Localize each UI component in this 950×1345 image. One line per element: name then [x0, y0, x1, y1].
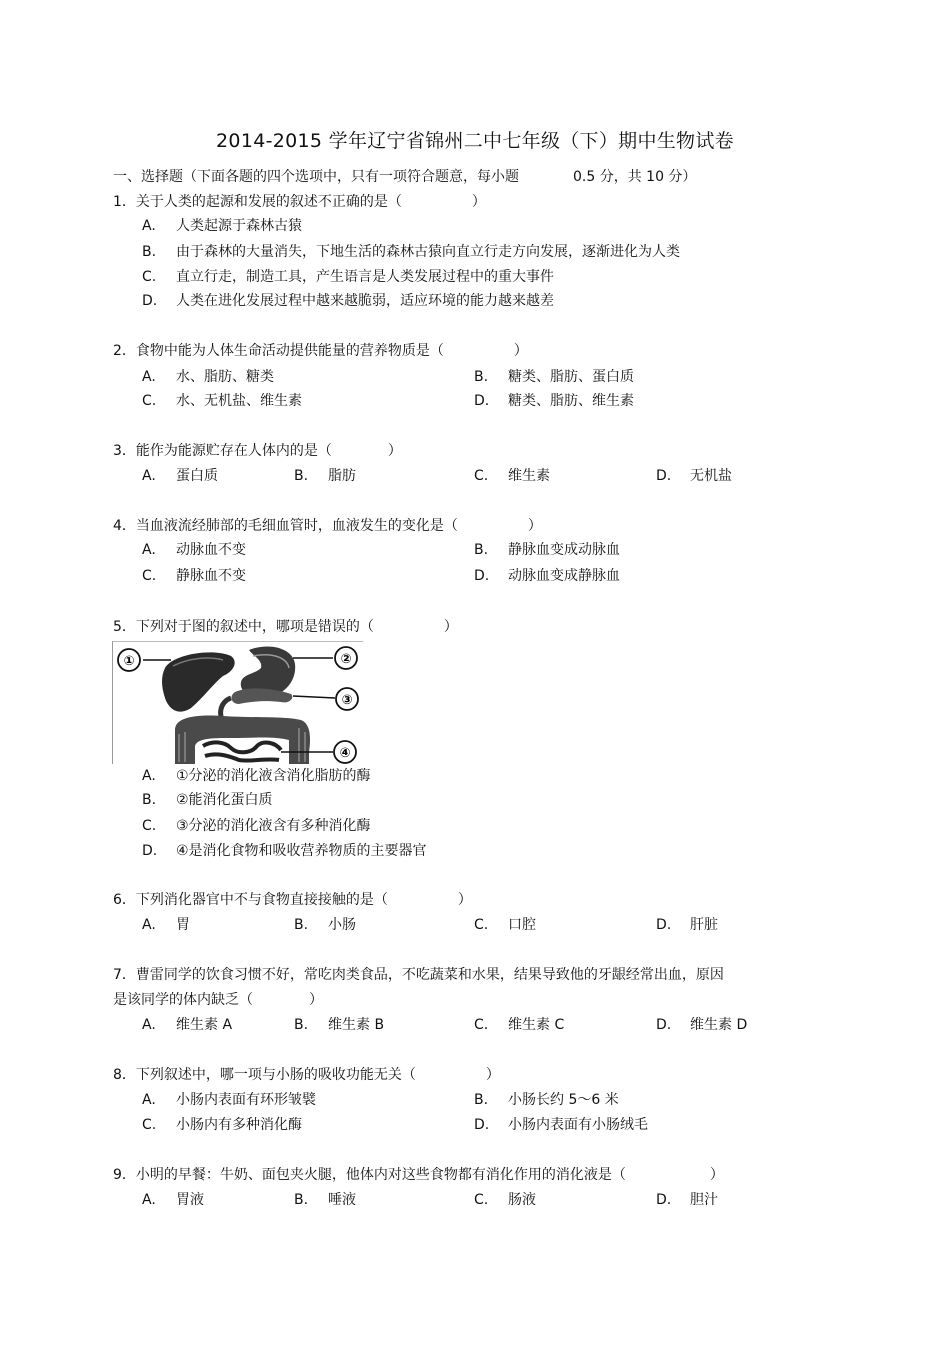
- question-6-option-a: A. 胃: [142, 917, 190, 933]
- question-2-option-b: B. 糖类、脂肪、蛋白质: [474, 369, 634, 385]
- question-1-stem: 1．关于人类的起源和发展的叙述不正确的是（ ）: [113, 194, 486, 210]
- question-8-option-d: D. 小肠内表面有小肠绒毛: [474, 1117, 648, 1133]
- question-4-option-c: C. 静脉血不变: [142, 568, 246, 584]
- figure-label-4: ④: [339, 746, 351, 761]
- question-2-option-a: A. 水、脂肪、糖类: [142, 369, 274, 385]
- question-7-option-d: D. 维生素 D: [656, 1017, 748, 1033]
- question-3-option-a: A. 蛋白质: [142, 468, 218, 484]
- page-title: 2014-2015 学年辽宁省锦州二中七年级（下）期中生物试卷: [216, 130, 734, 152]
- digestive-system-diagram: [113, 642, 363, 764]
- question-4-option-a: A. 动脉血不变: [142, 542, 246, 558]
- question-1-option-a: A. 人类起源于森林古猿: [142, 218, 302, 234]
- question-5-option-c: C. ③分泌的消化液含有多种消化酶: [142, 818, 371, 834]
- question-1-option-d: D. 人类在进化发展过程中越来越脆弱，适应环境的能力越来越差: [142, 293, 554, 309]
- section-heading-score: 0.5 分，共 10 分）: [573, 169, 697, 185]
- question-3-option-d: D. 无机盐: [656, 468, 732, 484]
- question-8-option-b: B. 小肠长约 5～6 米: [474, 1092, 619, 1108]
- question-2-option-d: D. 糖类、脂肪、维生素: [474, 393, 634, 409]
- question-5-option-a: A. ①分泌的消化液含消化脂肪的酶: [142, 768, 371, 784]
- question-9-option-a: A. 胃液: [142, 1192, 204, 1208]
- figure-label-1: ①: [123, 654, 135, 669]
- question-9-option-c: C. 肠液: [474, 1192, 536, 1208]
- digestive-system-figure: [112, 641, 363, 764]
- question-1-option-c: C. 直立行走，制造工具，产生语言是人类发展过程中的重大事件: [142, 269, 554, 285]
- question-6-option-c: C. 口腔: [474, 917, 536, 933]
- question-7-stem: 7．曹雷同学的饮食习惯不好，常吃肉类食品，不吃蔬菜和水果，结果导致他的牙龈经常出血，原因: [113, 967, 724, 983]
- question-5-option-b: B. ②能消化蛋白质: [142, 792, 273, 808]
- question-4-option-d: D. 动脉血变成静脉血: [474, 568, 620, 584]
- question-5-option-d: D. ④是消化食物和吸收营养物质的主要器官: [142, 843, 427, 859]
- question-3-option-b: B. 脂肪: [294, 468, 356, 484]
- question-4-stem: 4．当血液流经肺部的毛细血管时，血液发生的变化是（ ）: [113, 518, 542, 534]
- question-9-stem: 9．小明的早餐：牛奶、面包夹火腿，他体内对这些食物都有消化作用的消化液是（ ）: [113, 1167, 724, 1183]
- question-4-option-b: B. 静脉血变成动脉血: [474, 542, 620, 558]
- question-1-option-b: B. 由于森林的大量消失，下地生活的森林古猿向直立行走方向发展，逐渐进化为人类: [142, 244, 680, 260]
- question-3-stem: 3．能作为能源贮存在人体内的是（ ）: [113, 443, 402, 459]
- question-5-stem: 5．下列对于图的叙述中，哪项是错误的（ ）: [113, 619, 458, 635]
- section-heading-text: 一、选择题（下面各题的四个选项中，只有一项符合题意，每小题: [113, 169, 519, 185]
- section-heading: [113, 168, 696, 186]
- question-2-option-c: C. 水、无机盐、维生素: [142, 393, 302, 409]
- question-7-option-a: A. 维生素 A: [142, 1017, 233, 1033]
- question-7-option-c: C. 维生素 C: [474, 1017, 565, 1033]
- figure-label-2: ②: [340, 652, 352, 667]
- question-6-option-b: B. 小肠: [294, 917, 356, 933]
- question-8-option-c: C. 小肠内有多种消化酶: [142, 1117, 302, 1133]
- question-7-option-b: B. 维生素 B: [294, 1017, 385, 1033]
- question-8-stem: 8．下列叙述中，哪一项与小肠的吸收功能无关（ ）: [113, 1067, 500, 1083]
- question-9-option-b: B. 唾液: [294, 1192, 356, 1208]
- question-6-stem: 6．下列消化器官中不与食物直接接触的是（ ）: [113, 892, 472, 908]
- question-8-option-a: A. 小肠内表面有环形皱襞: [142, 1092, 316, 1108]
- question-6-option-d: D. 肝脏: [656, 917, 718, 933]
- question-7-stem-continued: 是该同学的体内缺乏（ ）: [113, 992, 323, 1008]
- question-2-stem: 2．食物中能为人体生命活动提供能量的营养物质是（ ）: [113, 343, 528, 359]
- question-9-option-d: D. 胆汁: [656, 1192, 718, 1208]
- question-3-option-c: C. 维生素: [474, 468, 550, 484]
- figure-label-3: ③: [341, 693, 353, 708]
